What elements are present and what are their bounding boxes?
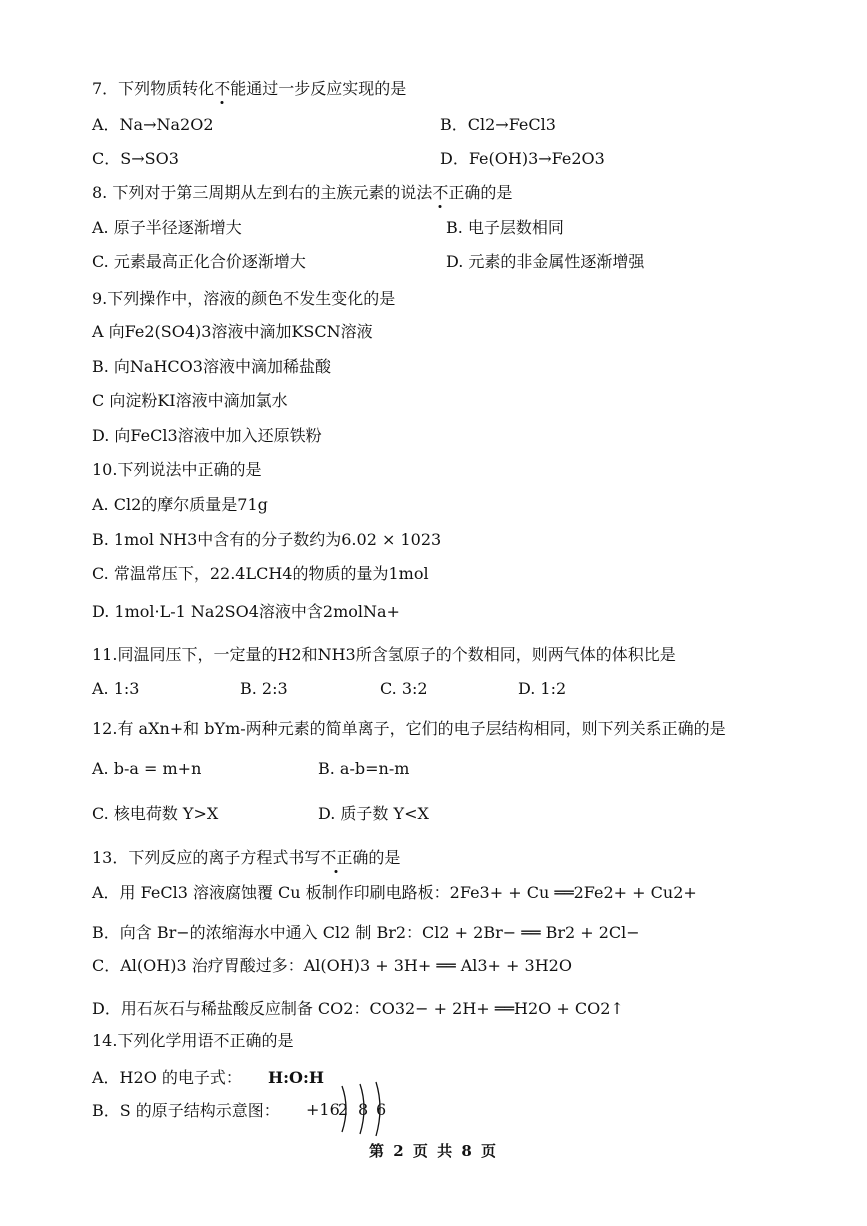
- q12-stem: 12.有 aXn+和 bYm-两种元素的简单离子，它们的电子层结构相同，则下列关系正确的是: [92, 719, 726, 738]
- q13-stem-pre: 13．下列反应的离子方程式书写: [92, 848, 321, 867]
- page-footer: 第 2 页 共 8 页: [369, 1142, 498, 1160]
- q14-stem: 14.下列化学用语不正确的是: [92, 1031, 294, 1050]
- atom-shell-1: 2: [338, 1100, 349, 1119]
- q7-stem-post: 能通过一步反应实现的是: [230, 79, 407, 98]
- atom-shell-2: 8: [358, 1100, 369, 1119]
- q13-option-d: D．用石灰石与稀盐酸反应制备 CO2：CO32− + 2H+ ══H2O + CO2↑: [92, 999, 624, 1018]
- q14-option-a-formula: H:O:H: [268, 1068, 324, 1087]
- sulfur-atom-diagram: [298, 1080, 398, 1140]
- q9-stem: 9.下列操作中，溶液的颜色不发生变化的是: [92, 289, 396, 308]
- q13-stem-post: 确的是: [352, 848, 401, 867]
- q13-stem-dot: 不正: [320, 848, 353, 867]
- q9-option-c: C 向淀粉KI溶液中滴加氯水: [92, 391, 288, 410]
- q10-stem: 10.下列说法中正确的是: [92, 460, 262, 479]
- q7-option-d: D．Fe(OH)3→Fe2O3: [440, 149, 605, 168]
- q8-option-c: C. 元素最高正化合价逐渐增大: [92, 252, 306, 271]
- q11-option-b: B. 2:3: [240, 679, 288, 698]
- q14-option-b-label: B．S 的原子结构示意图：: [92, 1101, 280, 1120]
- q8-option-b: B. 电子层数相同: [446, 218, 564, 237]
- q8-stem-post: 正确的是: [448, 183, 513, 202]
- q11-option-d: D. 1:2: [518, 679, 567, 698]
- q11-option-c: C. 3:2: [380, 679, 428, 698]
- q7-option-a: A．Na→Na2O2: [92, 115, 214, 134]
- q9-option-a: A 向Fe2(SO4)3溶液中滴加KSCN溶液: [92, 322, 373, 341]
- q13-option-a: A．用 FeCl3 溶液腐蚀覆 Cu 板制作印刷电路板：2Fe3+ + Cu ══2Fe2+ + Cu2+: [92, 883, 697, 902]
- q7-stem-pre: 7．下列物质转化: [92, 79, 215, 98]
- q11-option-a: A. 1:3: [92, 679, 140, 698]
- q8-stem-dot: 不: [432, 183, 449, 202]
- q13-stem: [92, 847, 400, 869]
- q10-option-a: A. Cl2的摩尔质量是71g: [92, 495, 268, 514]
- q13-option-b: B．向含 Br−的浓缩海水中通入 Cl2 制 Br2：Cl2 + 2Br− ══ Br2 + 2Cl−: [92, 923, 640, 942]
- q14-option-a-label: A．H2O 的电子式：: [92, 1068, 242, 1087]
- q8-stem-pre: 8. 下列对于第三周期从左到右的主族元素的说法: [92, 183, 433, 202]
- q8-stem: [92, 182, 512, 204]
- q10-option-c: C. 常温常压下，22.4LCH4的物质的量为1mol: [92, 564, 429, 583]
- q8-option-d: D. 元素的非金属性逐渐增强: [446, 252, 645, 271]
- q7-option-c: C．S→SO3: [92, 149, 179, 168]
- q12-option-b: B. a-b=n-m: [318, 759, 410, 778]
- q13-option-c: C．Al(OH)3 治疗胃酸过多：Al(OH)3 + 3H+ ══ Al3+ + 3H2O: [92, 956, 572, 975]
- q10-option-d: D. 1mol·L-1 Na2SO4溶液中含2molNa+: [92, 602, 400, 621]
- q12-option-c: C. 核电荷数 Y>X: [92, 804, 219, 823]
- q7-stem-dot: 不: [214, 79, 231, 98]
- q11-stem: 11.同温同压下，一定量的H2和NH3所含氢原子的个数相同，则两气体的体积比是: [92, 645, 676, 664]
- q7-stem: [92, 78, 406, 100]
- atom-nucleus: +16: [306, 1100, 340, 1119]
- q8-option-a: A. 原子半径逐渐增大: [92, 218, 242, 237]
- atom-shell-3: 6: [376, 1100, 387, 1119]
- q7-option-b: B．Cl2→FeCl3: [440, 115, 556, 134]
- q10-option-b: B. 1mol NH3中含有的分子数约为6.02 × 1023: [92, 530, 442, 549]
- q9-option-b: B. 向NaHCO3溶液中滴加稀盐酸: [92, 357, 331, 376]
- q9-option-d: D. 向FeCl3溶液中加入还原铁粉: [92, 426, 322, 445]
- q12-option-d: D. 质子数 Y<X: [318, 804, 429, 823]
- q12-option-a: A. b-a = m+n: [92, 759, 202, 778]
